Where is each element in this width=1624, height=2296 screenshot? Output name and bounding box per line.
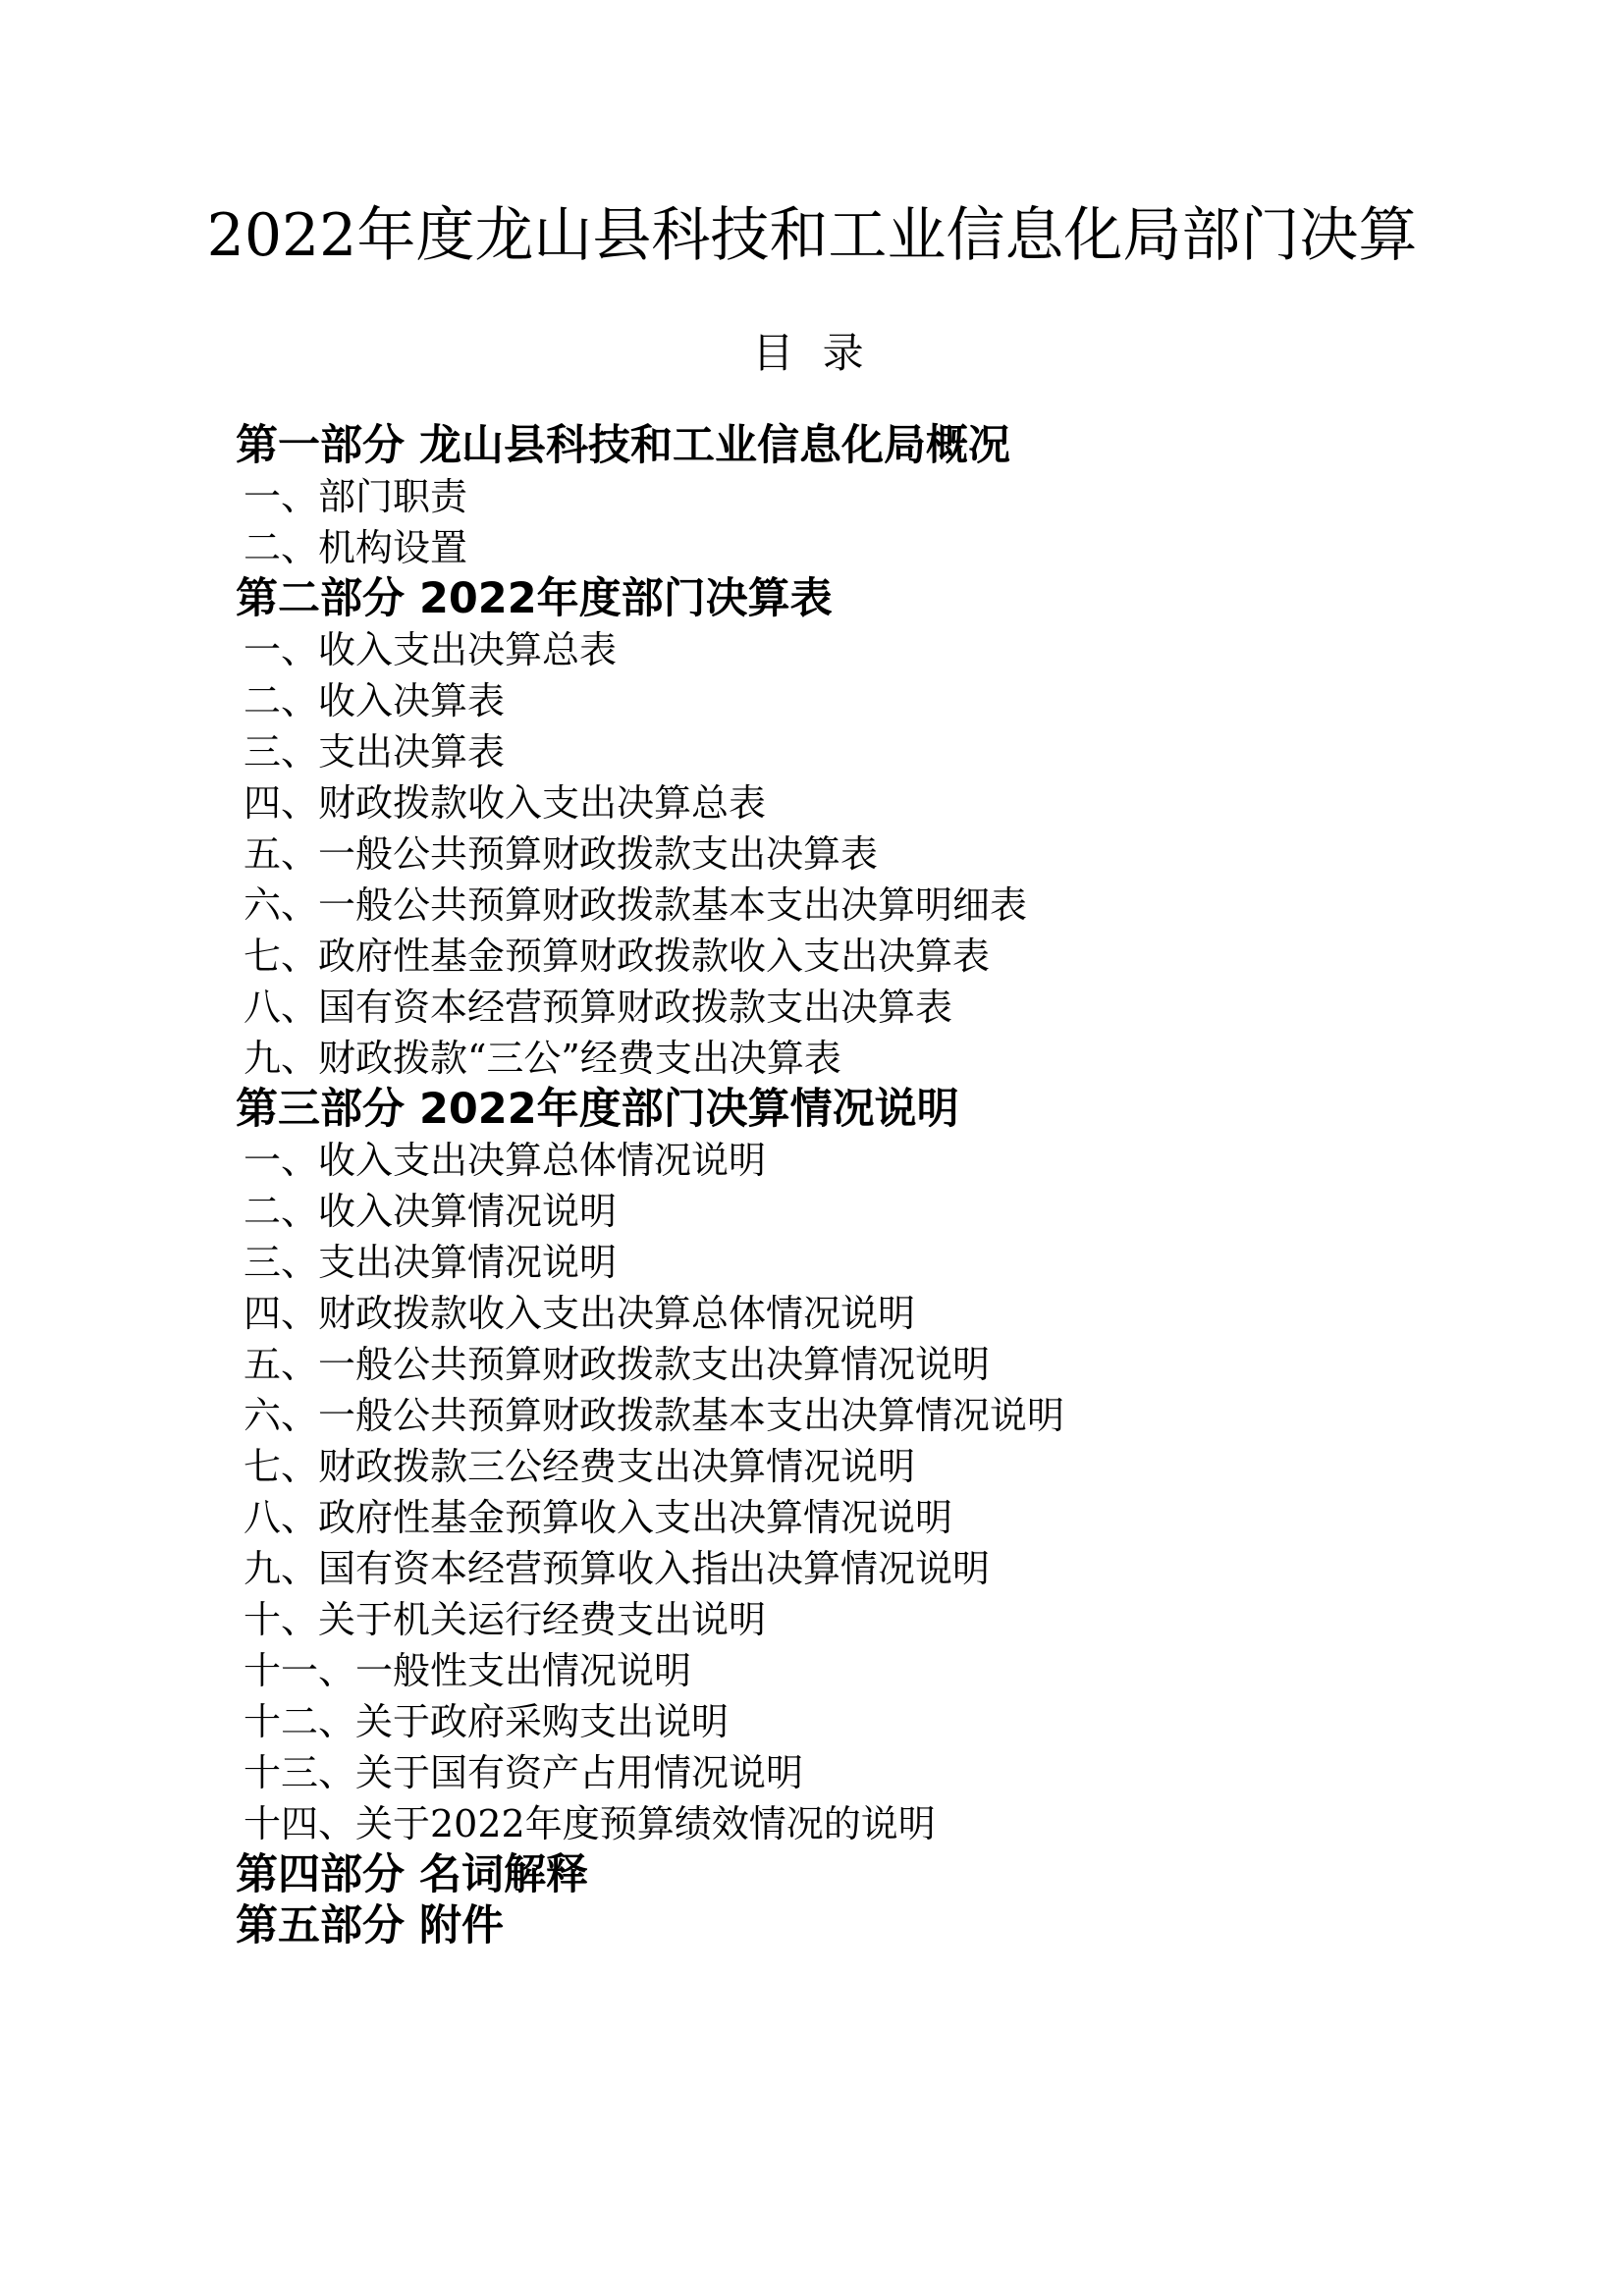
toc-item: 二、收入决算表 (244, 679, 506, 722)
toc-item: 二、收入决算情况说明 (244, 1190, 618, 1233)
toc-item: 五、一般公共预算财政拨款支出决算表 (244, 832, 879, 876)
toc-item: 一、收入支出决算总表 (244, 628, 618, 671)
document-title: 2022年度龙山县科技和工业信息化局部门决算 (206, 201, 1418, 270)
toc-item: 八、政府性基金预算收入支出决算情况说明 (244, 1496, 953, 1539)
toc-item: 十三、关于国有资产占用情况说明 (244, 1751, 804, 1794)
toc-item: 一、部门职责 (244, 475, 468, 518)
toc-item: 二、机构设置 (244, 526, 468, 569)
part-heading-3: 第三部分 2022年度部门决算情况说明 (236, 1085, 959, 1134)
part-heading-4: 第四部分 名词解释 (236, 1850, 588, 1899)
toc-item: 三、支出决算情况说明 (244, 1241, 618, 1284)
part-heading-1: 第一部分 龙山县科技和工业信息化局概况 (236, 421, 1010, 470)
toc-heading: 目 录 (752, 329, 872, 377)
toc-item: 九、国有资本经营预算收入指出决算情况说明 (244, 1547, 991, 1590)
toc-item: 十、关于机关运行经费支出说明 (244, 1598, 767, 1641)
toc-item: 十二、关于政府采购支出说明 (244, 1700, 730, 1743)
toc-item: 六、一般公共预算财政拨款基本支出决算明细表 (244, 883, 1028, 927)
part-heading-2: 第二部分 2022年度部门决算表 (236, 574, 833, 623)
toc-item: 七、财政拨款三公经费支出决算情况说明 (244, 1445, 916, 1488)
toc-item: 十四、关于2022年度预算绩效情况的说明 (244, 1802, 936, 1845)
toc-item: 五、一般公共预算财政拨款支出决算情况说明 (244, 1343, 991, 1386)
toc-item: 三、支出决算表 (244, 730, 506, 774)
toc-item: 六、一般公共预算财政拨款基本支出决算情况说明 (244, 1394, 1065, 1437)
toc-item: 七、政府性基金预算财政拨款收入支出决算表 (244, 934, 991, 978)
toc-item: 一、收入支出决算总体情况说明 (244, 1139, 767, 1182)
toc-item: 八、国有资本经营预算财政拨款支出决算表 (244, 986, 953, 1029)
toc-item: 四、财政拨款收入支出决算总表 (244, 781, 767, 825)
toc-item: 十一、一般性支出情况说明 (244, 1649, 692, 1692)
part-heading-5: 第五部分 附件 (236, 1901, 504, 1950)
table-of-contents (0, 420, 1624, 1951)
toc-item: 四、财政拨款收入支出决算总体情况说明 (244, 1292, 916, 1335)
toc-item: 九、财政拨款“三公”经费支出决算表 (244, 1037, 841, 1080)
